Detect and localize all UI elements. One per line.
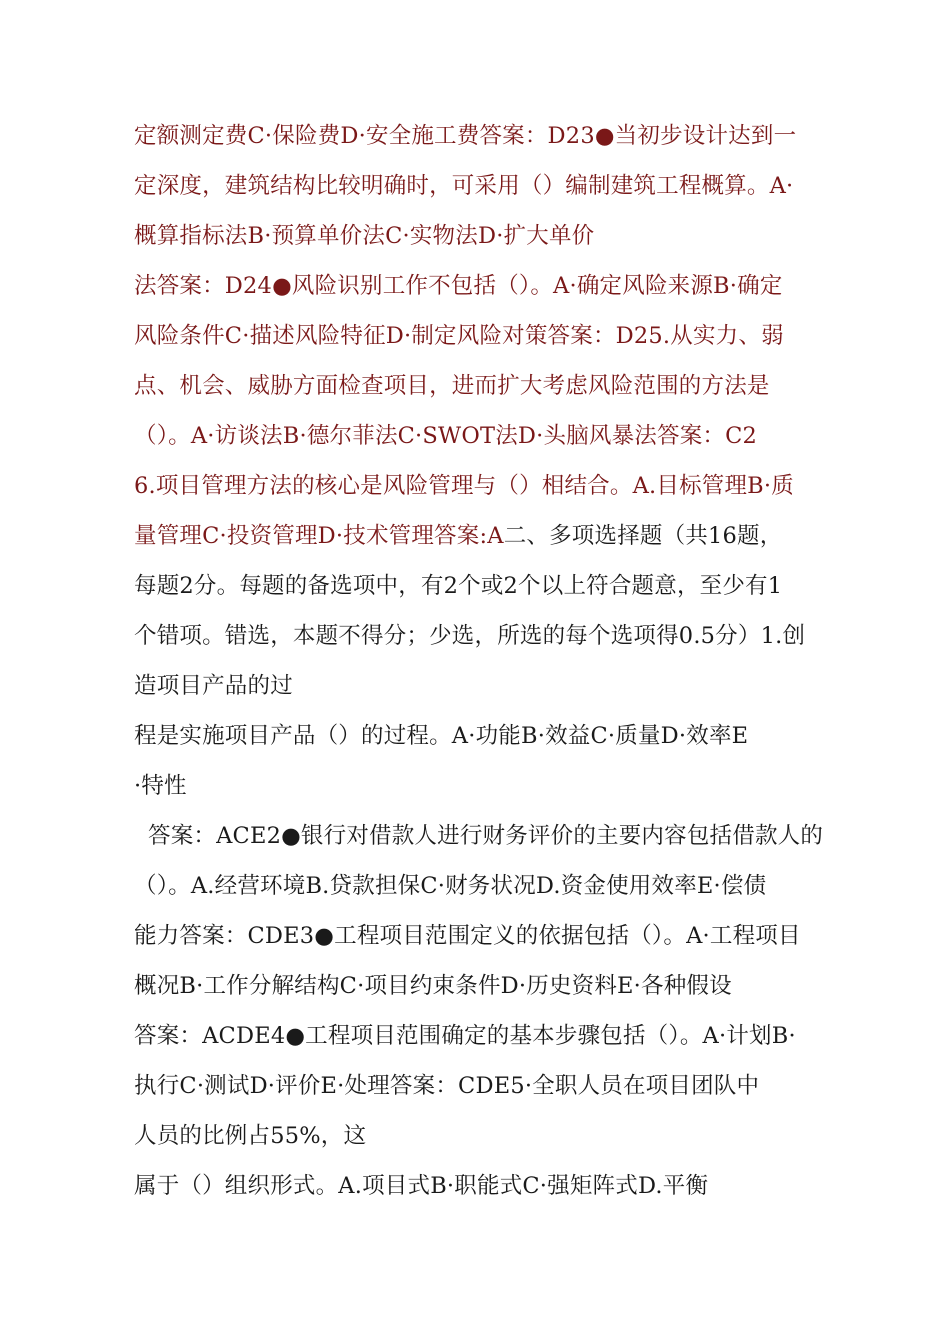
- answer-segment: 量管理C·投资管理D·技术管理答案:A: [134, 523, 504, 549]
- text-line: 概况B·工作分解结构C·项目约束条件D·历史资料E·各种假设: [134, 973, 732, 999]
- text-line: 能力答案：CDE3●工程项目范围定义的依据包括（）。A·工程项目: [134, 923, 801, 949]
- text-line: 程是实施项目产品（）的过程。A·功能B·效益C·质量D·效率E: [134, 723, 749, 749]
- text-line: 答案：ACDE4●工程项目范围确定的基本步骤包括（）。A·计划B·: [134, 1023, 796, 1049]
- text-line: 风险条件C·描述风险特征D·制定风险对策答案：D25.从实力、弱: [134, 323, 784, 349]
- text-line: （）。A·访谈法B·德尔菲法C·SWOT法D·头脑风暴法答案：C2: [134, 423, 758, 449]
- text-line: 造项目产品的过: [134, 673, 293, 699]
- text-line: 概算指标法B·预算单价法C·实物法D·扩大单价: [134, 223, 595, 249]
- text-line: 点、机会、威胁方面检查项目，进而扩大考虑风险范围的方法是: [134, 373, 770, 399]
- text-line: 答案：ACE2●银行对借款人进行财务评价的主要内容包括借款人的: [148, 823, 824, 849]
- text-line: ·特性: [134, 773, 187, 799]
- text-line-mixed: [134, 516, 782, 556]
- text-line: 法答案：D24●风险识别工作不包括（）。A·确定风险来源B·确定: [134, 273, 783, 299]
- section-heading-segment: 二、多项选择题（共16题，: [503, 523, 783, 549]
- text-line: 个错项。错选，本题不得分；少选，所选的每个选项得0.5分）1.创: [134, 623, 806, 649]
- text-line: 6.项目管理方法的核心是风险管理与（）相结合。A.目标管理B·质: [134, 473, 794, 499]
- text-line: （）。A.经营环境B.贷款担保C·财务状况D.资金使用效率E·偿债: [134, 873, 767, 899]
- text-line: 定额测定费C·保险费D·安全施工费答案：D23●当初步设计达到一: [134, 123, 797, 149]
- text-line: 属于（）组织形式。A.项目式B·职能式C·强矩阵式D.平衡: [134, 1173, 709, 1199]
- text-line: 执行C·测试D·评价E·处理答案：CDE5·全职人员在项目团队中: [134, 1073, 760, 1099]
- text-line: 定深度，建筑结构比较明确时，可采用（）编制建筑工程概算。A·: [134, 173, 794, 199]
- text-line: 人员的比例占55%，这: [134, 1123, 367, 1149]
- text-line: 每题2分。每题的备选项中，有2个或2个以上符合题意，至少有1: [134, 573, 783, 599]
